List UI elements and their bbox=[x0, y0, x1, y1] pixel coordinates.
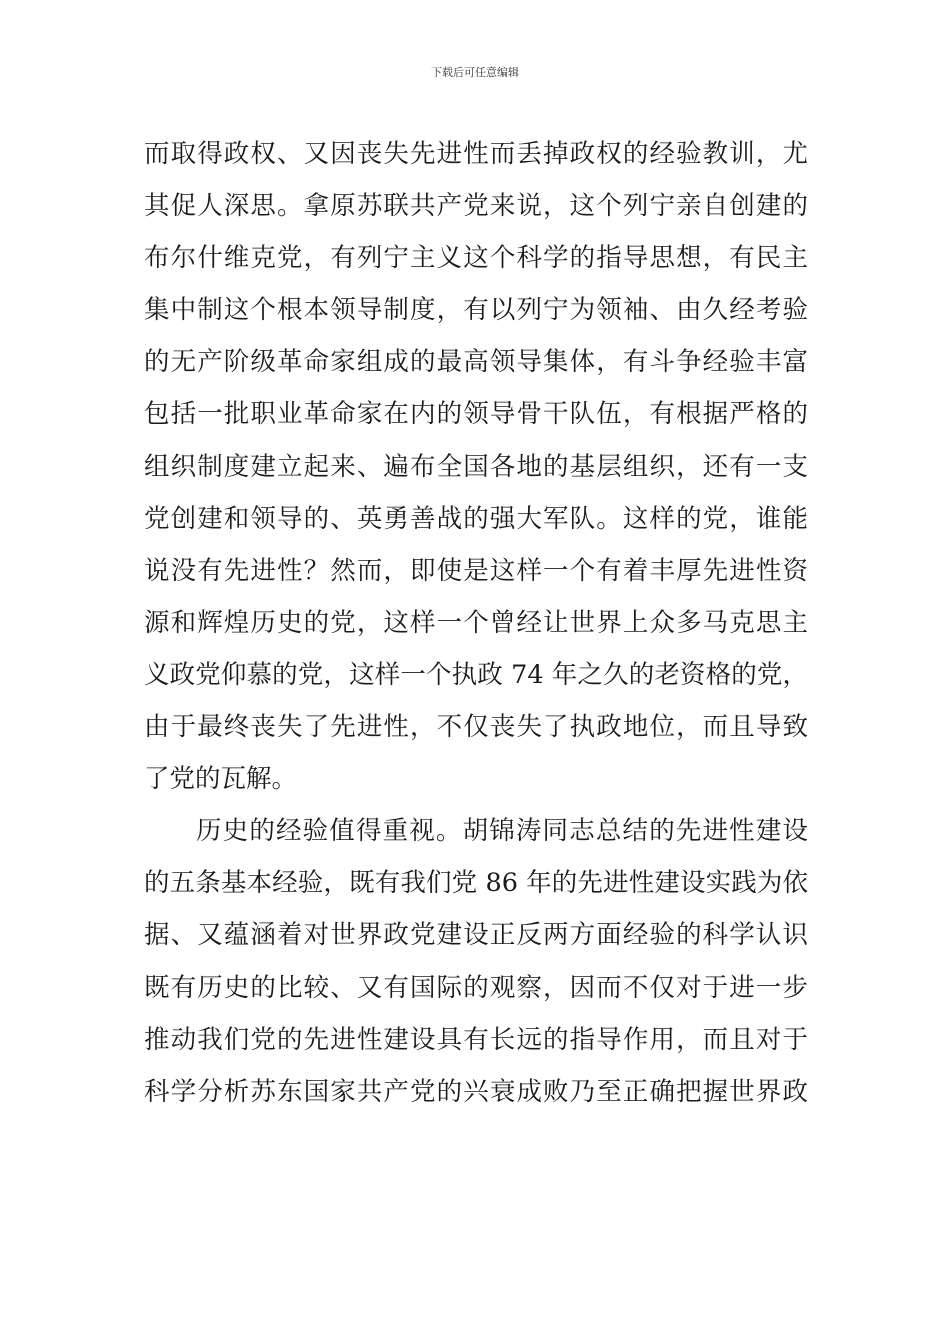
text-line: 的五条基本经验，既有我们党 86 年的先进性建设实践为依 bbox=[144, 868, 808, 899]
text-line: 组织制度建立起来、遍布全国各地的基层组织，还有一支 bbox=[144, 451, 808, 482]
document-body bbox=[144, 128, 808, 1118]
paragraph-1 bbox=[144, 128, 808, 805]
page-header: 下载后可任意编辑 bbox=[431, 66, 519, 79]
text-line: 了党的瓦解。 bbox=[144, 764, 298, 795]
text-line: 其促人深思。拿原苏联共产党来说，这个列宁亲自创建的 bbox=[144, 191, 808, 222]
text-line: 包括一批职业革命家在内的领导骨干队伍，有根据严格的 bbox=[144, 399, 808, 430]
text-line: 布尔什维克党，有列宁主义这个科学的指导思想，有民主 bbox=[144, 243, 808, 274]
text-line: 据、又蕴涵着对世界政党建设正反两方面经验的科学认识 bbox=[144, 920, 808, 951]
text-line: 由于最终丧失了先进性，不仅丧失了执政地位，而且导致 bbox=[144, 712, 808, 743]
text-line: 的无产阶级革命家组成的最高领导集体，有斗争经验丰富 bbox=[144, 347, 808, 378]
text-line: 说没有先进性？然而，即使是这样一个有着丰厚先进性资 bbox=[144, 555, 808, 586]
paragraph-2 bbox=[144, 805, 808, 1118]
text-line: 既有历史的比较、又有国际的观察，因而不仅对于进一步 bbox=[144, 972, 808, 1003]
text-line: 源和辉煌历史的党，这样一个曾经让世界上众多马克思主 bbox=[144, 607, 808, 638]
text-line: 科学分析苏东国家共产党的兴衰成败乃至正确把握世界政 bbox=[144, 1076, 808, 1107]
text-line: 推动我们党的先进性建设具有长远的指导作用，而且对于 bbox=[144, 1024, 808, 1055]
text-line: 义政党仰慕的党，这样一个执政 74 年之久的老资格的党， bbox=[144, 659, 808, 690]
text-line: 集中制这个根本领导制度，有以列宁为领袖、由久经考验 bbox=[144, 295, 808, 326]
text-line: 党创建和领导的、英勇善战的强大军队。这样的党，谁能 bbox=[144, 503, 808, 534]
text-line: 而取得政权、又因丧失先进性而丢掉政权的经验教训，尤 bbox=[144, 139, 808, 169]
text-line: 历史的经验值得重视。胡锦涛同志总结的先进性建设 bbox=[196, 816, 808, 847]
